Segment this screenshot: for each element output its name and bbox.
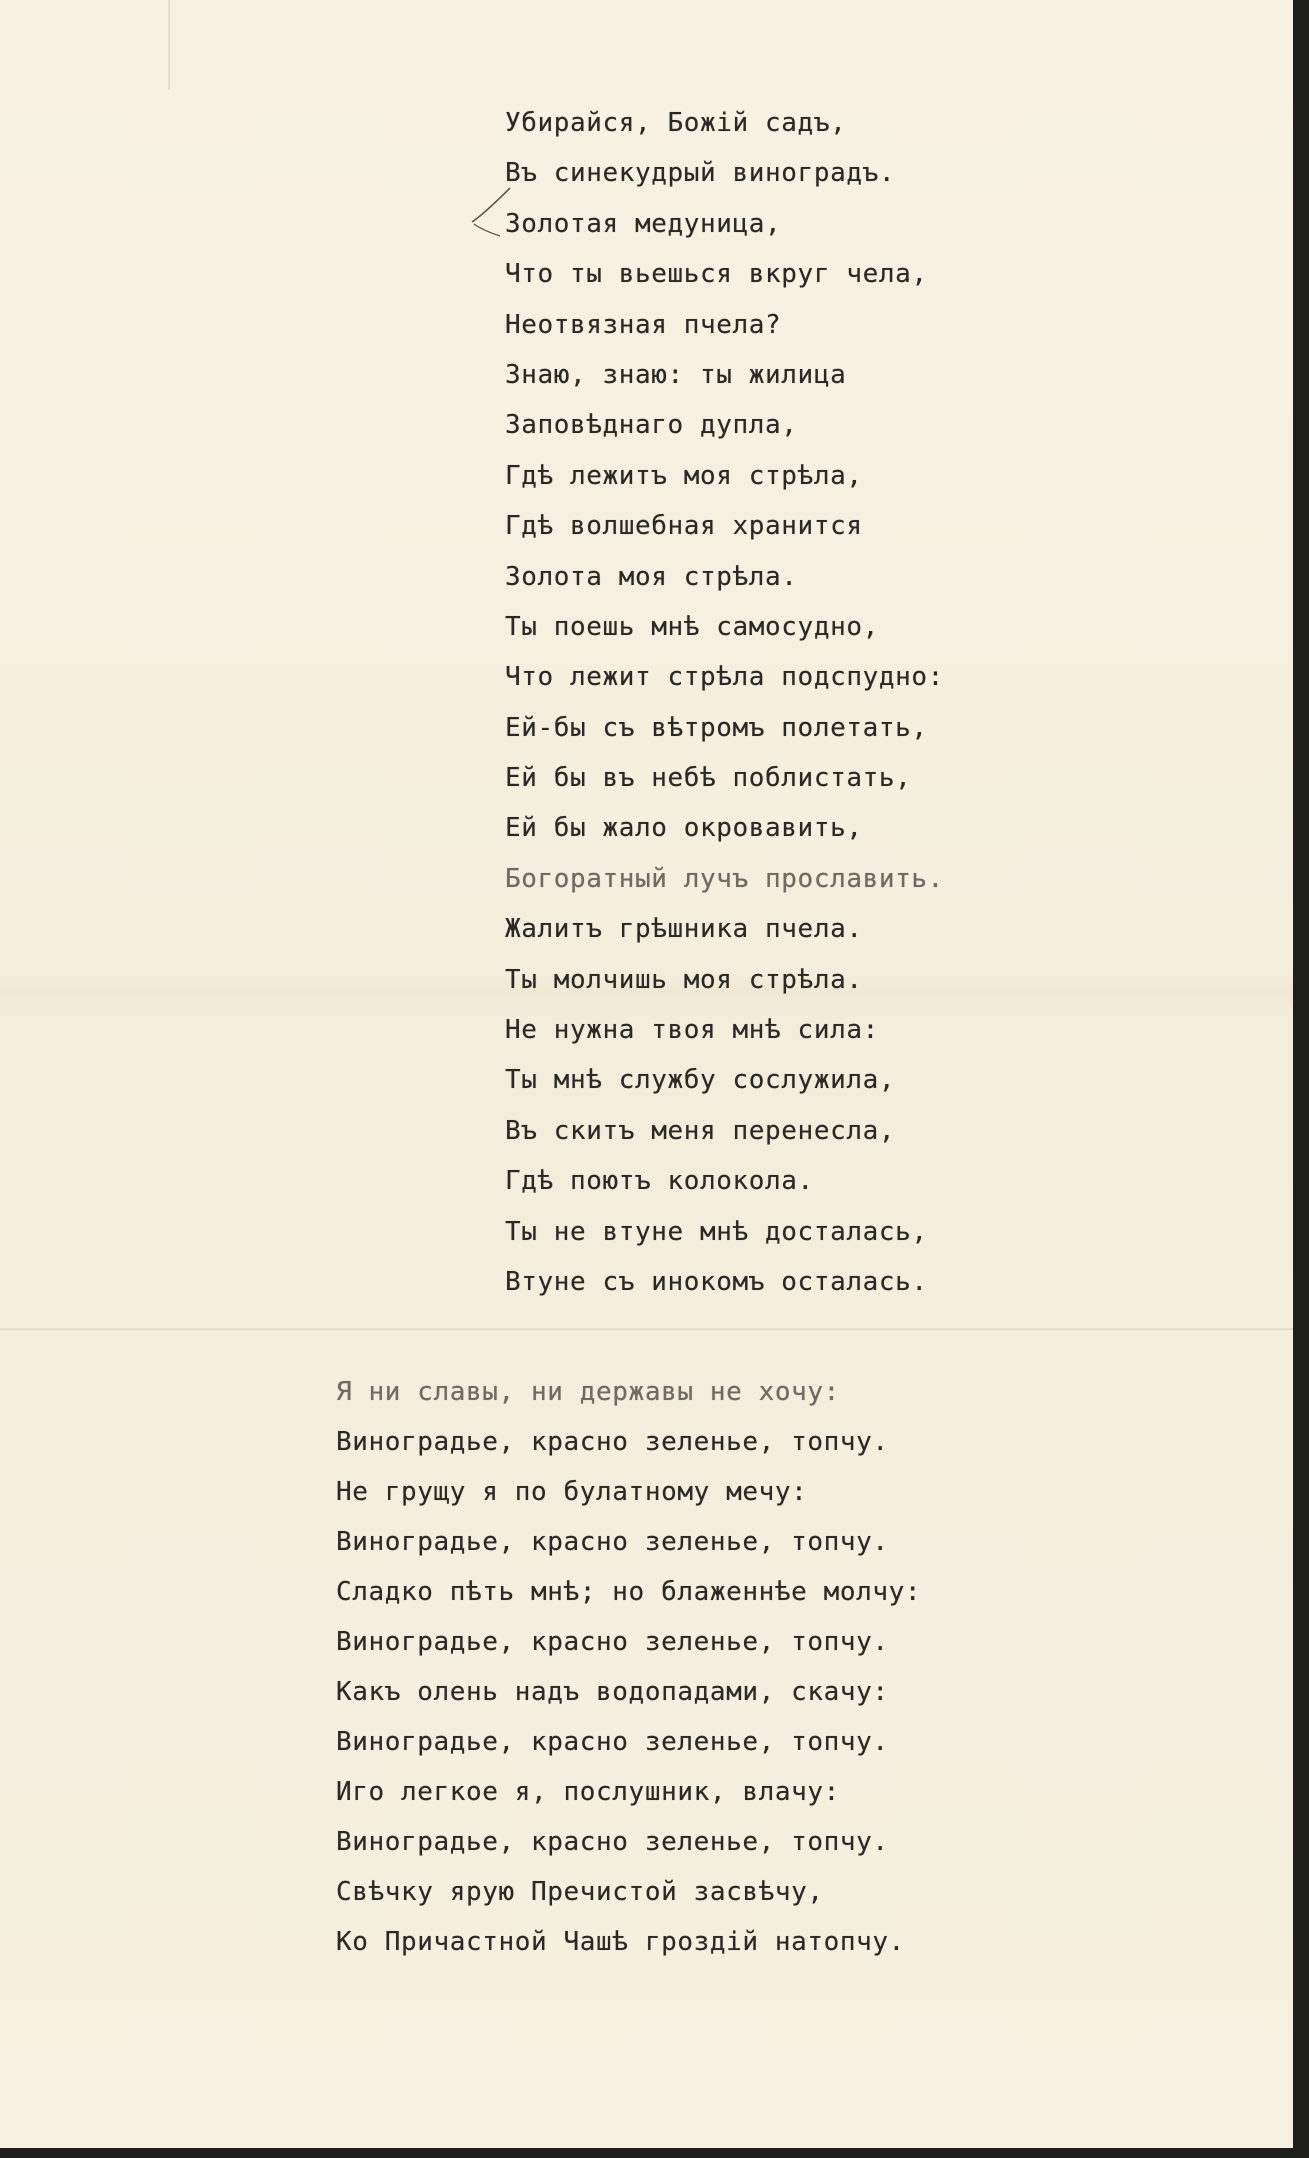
poem-line: Виноградье, красно зеленье, топчу. <box>336 1427 889 1457</box>
paper-fold-horizontal <box>0 1328 1309 1331</box>
poem-line: Въ синекудрый виноградъ. <box>505 158 896 189</box>
paper-crease-top <box>168 0 170 90</box>
poem-line: Знаю, знаю: ты жилица <box>505 359 847 390</box>
poem-line: Ко Причастной Чашѣ гроздiй натопчу. <box>336 1927 905 1957</box>
poem-line: Ты поешь мнѣ самосудно, <box>505 611 879 642</box>
poem-stanza-2 <box>336 1367 921 1967</box>
poem-line: Ты мнѣ службу сослужила, <box>505 1065 896 1096</box>
poem-line: Не нужна твоя мнѣ сила: <box>505 1015 879 1046</box>
poem-line: Ты молчишь моя стрѣла. <box>505 964 863 995</box>
poem-line: Золотая медуница, <box>505 208 782 239</box>
poem-line: Гдѣ волшебная хранится <box>505 511 863 542</box>
poem-line: Виноградье, красно зеленье, топчу. <box>336 1527 889 1557</box>
poem-line: Заповѣднаго дупла, <box>505 410 798 441</box>
scan-edge-bottom <box>0 2148 1309 2158</box>
poem-line: Ей-бы съ вѣтромъ полетать, <box>505 712 928 743</box>
poem-line: Гдѣ лежитъ моя стрѣла, <box>505 460 863 491</box>
poem-line: Въ скитъ меня перенесла, <box>505 1115 896 1146</box>
poem-line: Виноградье, красно зеленье, топчу. <box>336 1727 889 1757</box>
poem-line: Богоратный лучъ прославить. <box>505 863 944 894</box>
poem-line: Иго легкое я, послушник, влачу: <box>336 1777 840 1807</box>
poem-line: Неотвязная пчела? <box>505 309 782 340</box>
poem-line: Виноградье, красно зеленье, топчу. <box>336 1627 889 1657</box>
poem-line: Гдѣ поютъ колокола. <box>505 1166 814 1197</box>
poem-line: Что лежит стрѣла подспудно: <box>505 662 944 693</box>
poem-line: Ты не втуне мнѣ досталась, <box>505 1216 928 1247</box>
poem-line: Ей бы жало окровавить, <box>505 813 863 844</box>
poem-line: Не грущу я по булатному мечу: <box>336 1477 808 1507</box>
poem-line: Виноградье, красно зеленье, топчу. <box>336 1827 889 1857</box>
poem-line: Сладко пѣть мнѣ; но блаженнѣе молчу: <box>336 1577 922 1607</box>
poem-line: Золота моя стрѣла. <box>505 561 798 592</box>
poem-line: Я ни славы, ни державы не хочу: <box>336 1377 840 1407</box>
poem-stanza-1 <box>505 98 944 1307</box>
poem-line: Ей бы въ небѣ поблистать, <box>505 763 912 794</box>
poem-line: Что ты вьешься вкруг чела, <box>505 259 928 290</box>
poem-line: Жалитъ грѣшника пчела. <box>505 914 863 945</box>
scan-edge-right <box>1293 0 1309 2158</box>
poem-line: Втуне съ инокомъ осталась. <box>505 1266 928 1297</box>
poem-line: Убирайся, Божiй садъ, <box>505 108 847 138</box>
poem-line: Свѣчку ярую Пречистой засвѣчу, <box>336 1877 824 1907</box>
poem-line: Какъ олень надъ водопадами, скачу: <box>336 1677 889 1707</box>
